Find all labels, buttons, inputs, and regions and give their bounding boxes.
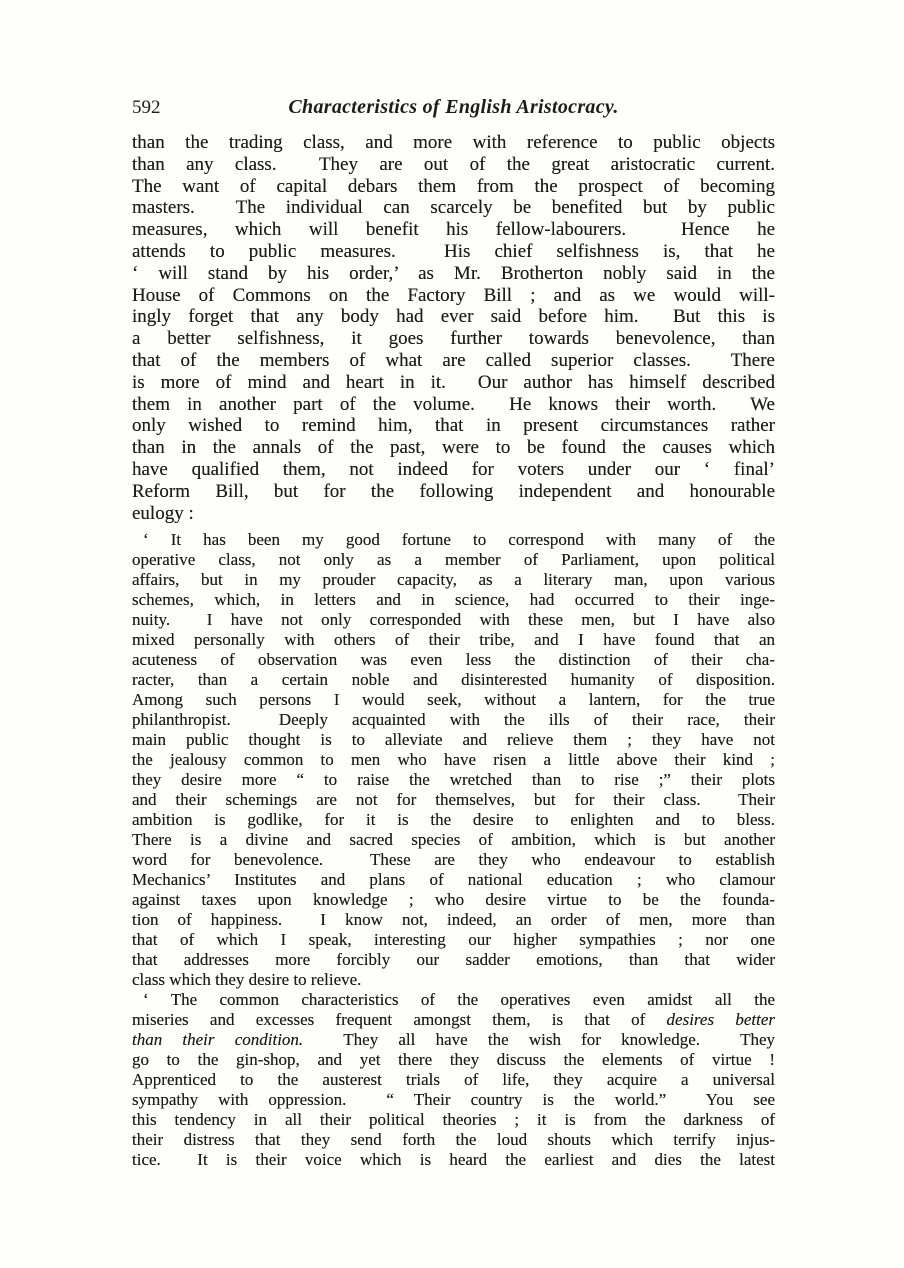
text-line: only wished to remind him, that in present circumstances rather	[132, 415, 775, 437]
text-line: they desire more “ to raise the wretched than to rise ;” their plots	[132, 770, 775, 790]
text-line: a better selfishness, it goes further towards benevolence, than	[132, 328, 775, 350]
text-line: affairs, but in my prouder capacity, as a literary man, upon various	[132, 570, 775, 590]
text-line: philanthropist. Deeply acquainted with the ills of their race, their	[132, 710, 775, 730]
text-line: nuity. I have not only corresponded with these men, but I have also	[132, 610, 775, 630]
text-line: acuteness of observation was even less the distinction of their cha-	[132, 650, 775, 670]
text-line: than the trading class, and more with reference to public objects	[132, 132, 775, 153]
page-header-title: Characteristics of English Aristocracy.	[288, 96, 619, 118]
text-line: miseries and excesses frequent amongst them, is that of desires better	[132, 1010, 775, 1030]
text-column	[132, 96, 775, 1170]
text-line: Apprenticed to the austerest trials of life, they acquire a universal	[132, 1070, 775, 1090]
text-line: tion of happiness. I know not, indeed, an order of men, more than	[132, 910, 775, 930]
text-line: ‘ will stand by his order,’ as Mr. Brotherton nobly said in the	[132, 262, 775, 284]
text-line: attends to public measures. His chief selfishness is, that he	[132, 240, 775, 262]
text-line: word for benevolence. These are they who endeavour to establish	[132, 850, 775, 870]
excerpt-paragraph-1	[132, 530, 775, 990]
text-line: Among such persons I would seek, without a lantern, for the true	[132, 690, 775, 710]
text-line: against taxes upon knowledge ; who desire virtue to be the founda-	[132, 890, 775, 910]
text-line: The want of capital debars them from the prospect of becoming	[132, 175, 775, 197]
text-line: this tendency in all their political theories ; it is from the darkness of	[132, 1110, 775, 1130]
text-line: sympathy with oppression. “ Their country is the world.” You see	[132, 1090, 775, 1110]
text-line: have qualified them, not indeed for voters under our ‘ final’	[132, 458, 775, 480]
text-line: ‘ It has been my good fortune to correspond with many of the	[143, 530, 775, 550]
text-line: and their schemings are not for themselves, but for their class. Their	[132, 790, 775, 810]
text-line: ‘ The common characteristics of the operatives even amidst all the	[143, 990, 775, 1010]
text-line: racter, than a certain noble and disinterested humanity of disposition.	[132, 670, 775, 690]
text-line: that addresses more forcibly our sadder emotions, than that wider	[132, 950, 775, 970]
text-line: eulogy :	[132, 502, 194, 524]
body-paragraph	[132, 132, 775, 524]
text-line: House of Commons on the Factory Bill ; and as we would will-	[132, 284, 775, 306]
text-line: masters. The individual can scarcely be benefited but by public	[132, 197, 775, 219]
text-line: than their condition. They all have the wish for knowledge. They	[132, 1030, 776, 1050]
text-line: that of the members of what are called superior classes. There	[132, 349, 775, 371]
text-line: schemes, which, in letters and in science, had occurred to their inge-	[132, 590, 775, 610]
excerpt-paragraph-2	[132, 990, 775, 1170]
text-line: class which they desire to relieve.	[132, 970, 362, 990]
text-line: tice. It is their voice which is heard the earliest and dies the latest	[132, 1150, 775, 1170]
text-line: them in another part of the volume. He knows their worth. We	[132, 393, 775, 415]
text-line: the jealousy common to men who have risen a little above their kind ;	[132, 750, 775, 770]
text-line: is more of mind and heart in it. Our author has himself described	[132, 371, 775, 393]
text-line: Reform Bill, but for the following independent and honourable	[132, 480, 775, 502]
text-line: main public thought is to alleviate and relieve them ; they have not	[132, 730, 775, 750]
running-head	[132, 96, 775, 122]
text-line: Mechanics’ Institutes and plans of national education ; who clamour	[132, 870, 775, 890]
text-line: ambition is godlike, for it is the desire to enlighten and to bless.	[132, 810, 775, 830]
text-line: than in the annals of the past, were to be found the causes which	[132, 437, 775, 459]
text-line: measures, which will benefit his fellow-labourers. Hence he	[132, 219, 775, 241]
text-line: that of which I speak, interesting our higher sympathies ; nor one	[132, 930, 775, 950]
text-line: ingly forget that any body had ever said before him. But this is	[132, 306, 775, 328]
text-line: go to the gin-shop, and yet there they discuss the elements of virtue !	[132, 1050, 775, 1070]
text-line: operative class, not only as a member of Parliament, upon political	[132, 550, 775, 570]
text-line: their distress that they send forth the loud shouts which terrify injus-	[132, 1130, 775, 1150]
text-line: There is a divine and sacred species of ambition, which is but another	[132, 830, 775, 850]
page-number: 592	[132, 97, 161, 118]
text-line: than any class. They are out of the great aristocratic current.	[132, 153, 775, 175]
text-line: mixed personally with others of their tribe, and I have found that an	[132, 630, 775, 650]
